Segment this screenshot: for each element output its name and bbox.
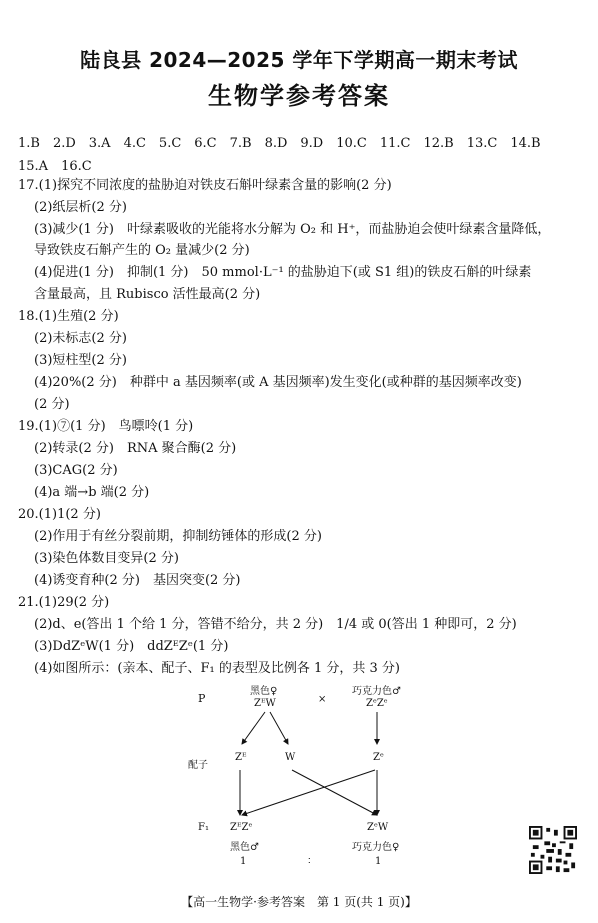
q21-answer-4: (4)如图所示：(亲本、配子、F₁ 的表型及比例各 1 分，共 3 分): [34, 661, 400, 676]
q20-answer-2: (2)作用于有丝分裂前期，抑制纺锤体的形成(2 分): [34, 529, 322, 544]
q17-answer-3-line-2: 导致铁皮石斛产生的 O₂ 量减少(2 分): [34, 243, 250, 258]
q18-answer-4-line-1: (4)20%(2 分) 种群中 a 基因频率(或 A 基因频率)发生变化(或种群的基因频率改变): [34, 375, 522, 390]
arrow-female-to-gamete-ze: [242, 712, 265, 744]
qr-code-icon: [529, 826, 577, 874]
offspring-2-phenotype: 巧克力色♀: [352, 842, 400, 853]
q19-answer-4: (4)a 端→b 端(2 分): [34, 485, 150, 500]
gamete-w: W: [285, 752, 296, 763]
arrow-w-to-offspring-2: [292, 770, 377, 815]
ratio-colon: ∶: [308, 856, 311, 867]
female-phenotype: 黑色♀: [250, 686, 278, 697]
ratio-left: 1: [240, 856, 247, 867]
arrow-female-to-gamete-w: [270, 712, 288, 744]
offspring-1-genotype: ZᴱZᵉ: [230, 822, 253, 833]
q17-answer-2: (2)纸层析(2 分): [34, 200, 127, 215]
gamete-ze-male: Zᵉ: [373, 752, 384, 763]
q17-answer-4-line-1: (4)促进(1 分) 抑制(1 分) 50 mmol·L⁻¹ 的盐胁迫下(或 S1 组)的铁皮石斛的叶绿素: [34, 265, 532, 280]
answer-title: 生物学参考答案: [208, 82, 390, 110]
q21-answer-2: (2)d、e(答出 1 个给 1 分，答错不给分，共 2 分) 1/4 或 0(答出 1 种即可，2 分): [34, 617, 517, 632]
generation-f1-label: F₁: [198, 822, 209, 833]
q19-answer-3: (3)CAG(2 分): [34, 463, 118, 478]
male-genotype: ZᵉZᵉ: [366, 698, 388, 709]
q18-answer-2: (2)未标志(2 分): [34, 331, 127, 346]
page-footer: 【高一生物学·参考答案 第 1 页(共 1 页)】: [181, 895, 417, 909]
q20-answer-3: (3)染色体数目变异(2 分): [34, 551, 179, 566]
male-phenotype: 巧克力色♂: [352, 686, 401, 697]
gamete-label: 配子: [188, 760, 208, 771]
exam-title: 陆良县 2024—2025 学年下学期高一期末考试: [80, 48, 518, 72]
mc-answers-row-2: 15.A 16.C: [18, 159, 92, 174]
q18-answer-1: 18.(1)生殖(2 分): [18, 309, 119, 324]
q18-answer-4-line-2: (2 分): [34, 397, 70, 412]
q20-answer-4: (4)诱变育种(2 分) 基因突变(2 分): [34, 573, 241, 588]
cross-symbol: ×: [318, 694, 327, 705]
offspring-2-genotype: ZᵉW: [367, 822, 389, 833]
female-genotype: ZᴱW: [254, 698, 276, 709]
gamete-ze-female: Zᴱ: [235, 752, 247, 763]
genetic-cross-diagram: [180, 680, 420, 880]
q20-answer-1: 20.(1)1(2 分): [18, 507, 101, 522]
q21-answer-3: (3)DdZᵉW(1 分) ddZᴱZᵉ(1 分): [34, 639, 229, 654]
q19-answer-2: (2)转录(2 分) RNA 聚合酶(2 分): [34, 441, 237, 456]
arrow-ze-male-to-offspring-1: [242, 770, 375, 815]
q17-answer-1: 17.(1)探究不同浓度的盐胁迫对铁皮石斛叶绿素含量的影响(2 分): [18, 178, 392, 193]
q17-answer-3-line-1: (3)减少(1 分) 叶绿素吸收的光能将水分解为 O₂ 和 H⁺，而盐胁迫会使叶绿素含量降低，: [34, 222, 551, 237]
generation-p-label: P: [198, 692, 206, 705]
q21-answer-1: 21.(1)29(2 分): [18, 595, 110, 610]
ratio-right: 1: [375, 856, 382, 867]
q19-answer-1: 19.(1)⑦(1 分) 鸟嘌呤(1 分): [18, 419, 194, 434]
mc-answers-row-1: 1.B 2.D 3.A 4.C 5.C 6.C 7.B 8.D 9.D 10.C 11.C 12.B 13.C 14.B: [18, 136, 541, 151]
offspring-1-phenotype: 黑色♂: [230, 842, 259, 853]
q17-answer-4-line-2: 含量最高，且 Rubisco 活性最高(2 分): [34, 287, 261, 302]
q18-answer-3: (3)短柱型(2 分): [34, 353, 127, 368]
